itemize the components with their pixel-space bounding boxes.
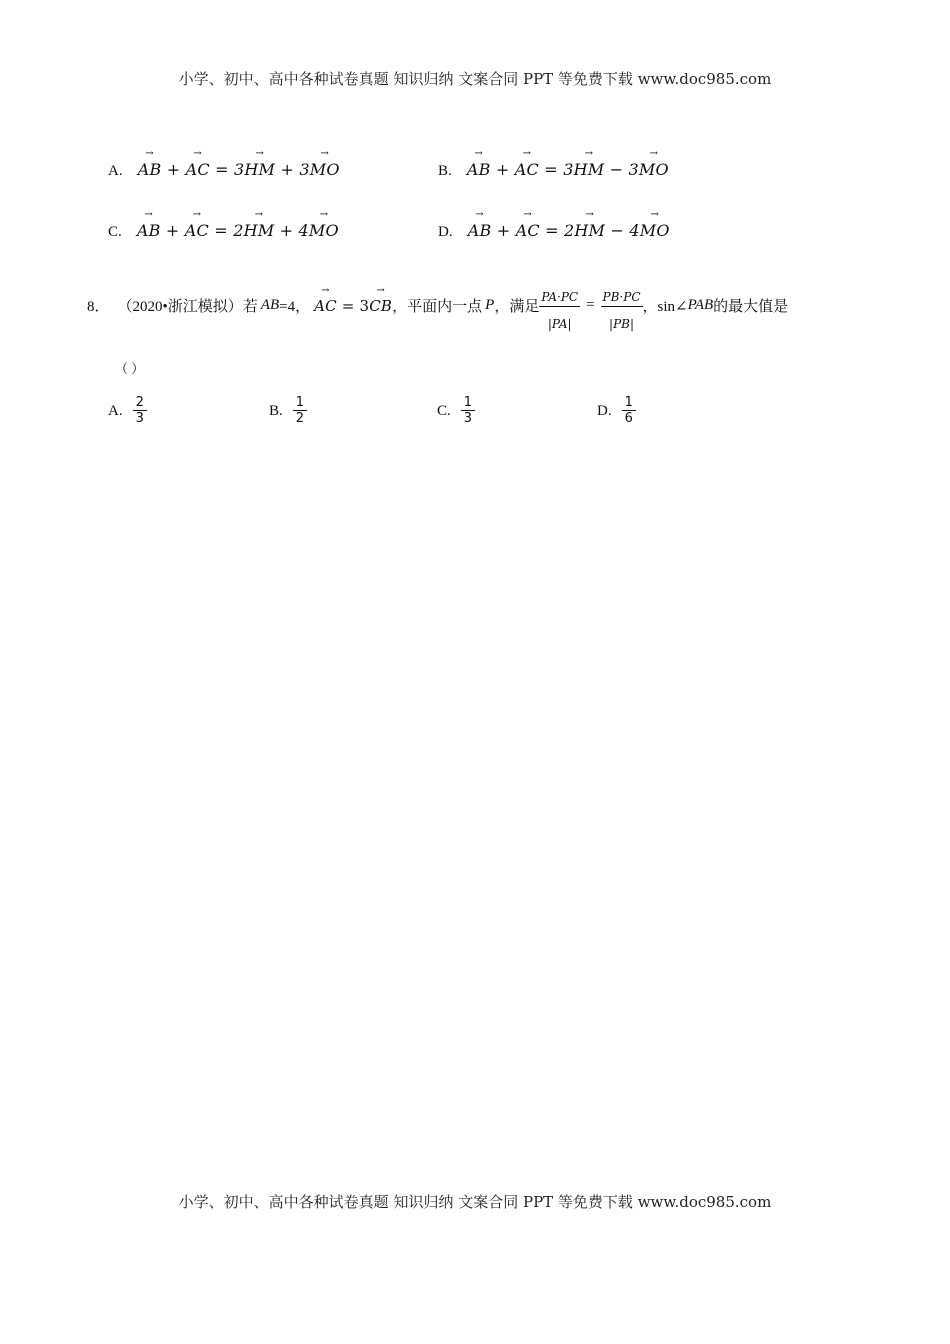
answer-blank: （ ） bbox=[115, 361, 145, 376]
q7-option-b bbox=[438, 160, 669, 180]
option-fraction: $\frac{1}{3}$ bbox=[461, 395, 475, 427]
question-number: 8． bbox=[87, 299, 110, 315]
option-label: C. bbox=[437, 402, 451, 419]
vector-equation: → AC = 3→ CB bbox=[314, 297, 392, 315]
option-fraction: $\frac{1}{2}$ bbox=[293, 395, 307, 427]
q8-stem: 8． （2020•浙江模拟）若 AB =4， → AC = 3→ CB ，平面内一点 P ，满足 $\frac{PA\cdot PC}{|PA|}$ = $\frac{PB\cdot PC}{|PB|}$ ，sin∠ PAB 的最大值是 bbox=[87, 280, 788, 331]
option-label: B. bbox=[438, 163, 452, 179]
fraction-pb: $\frac{PB\cdot PC}{|PB|}$ bbox=[601, 280, 643, 331]
option-label: A. bbox=[108, 163, 123, 179]
q8-option-d bbox=[597, 395, 636, 427]
page-footer-watermark: 小学、初中、高中各种试卷真题 知识归纳 文案合同 PPT 等免费下载 www.doc985.com bbox=[178, 1193, 772, 1211]
q8-option-c bbox=[437, 395, 475, 427]
q7-option-a bbox=[108, 160, 340, 180]
option-label: A. bbox=[108, 402, 123, 419]
option-fraction: $\frac{2}{3}$ bbox=[133, 395, 147, 427]
option-formula: → AB + → AC = 2→ HM + 4→ MO bbox=[137, 221, 339, 240]
option-label: D. bbox=[438, 224, 453, 240]
q7-option-d bbox=[438, 221, 670, 241]
option-label: D. bbox=[597, 402, 612, 419]
option-label: C. bbox=[108, 224, 122, 240]
fraction-pa: $\frac{PA\cdot PC}{|PA|}$ bbox=[539, 280, 580, 331]
q8-option-b bbox=[269, 395, 307, 427]
q7-option-c bbox=[108, 221, 339, 241]
option-formula: → AB + → AC = 3→ HM − 3→ MO bbox=[467, 160, 669, 179]
option-fraction: $\frac{1}{6}$ bbox=[622, 395, 636, 427]
option-formula: → AB + → AC = 2→ HM − 4→ MO bbox=[468, 221, 670, 240]
option-label: B. bbox=[269, 402, 283, 419]
page-header-watermark: 小学、初中、高中各种试卷真题 知识归纳 文案合同 PPT 等免费下载 www.doc985.com bbox=[178, 70, 772, 88]
q8-option-a bbox=[108, 395, 147, 427]
question-source: （2020•浙江模拟）若 bbox=[117, 299, 258, 315]
option-formula: → AB + → AC = 3→ HM + 3→ MO bbox=[138, 160, 340, 179]
